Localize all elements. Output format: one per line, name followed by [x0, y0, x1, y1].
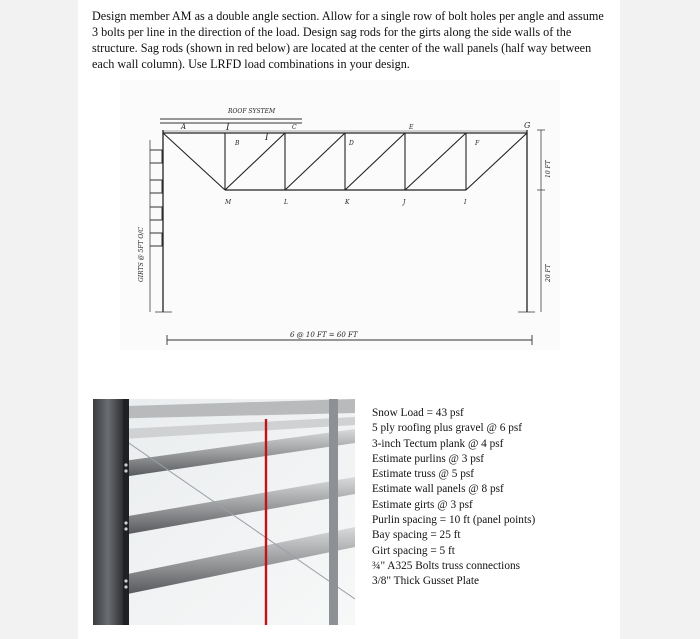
girts-label: GIRTS @ 5FT O/C [138, 227, 145, 282]
span-label: 6 @ 10 FT = 60 FT [290, 331, 358, 339]
near-column [93, 399, 123, 625]
load-item: 3-inch Tectum plank @ 4 psf [372, 437, 504, 450]
far-column [329, 399, 338, 625]
node-i: I [464, 199, 467, 206]
node-e: E [409, 124, 414, 131]
node-f: F [475, 140, 480, 147]
node-l: L [284, 199, 288, 206]
marker-i-1: I [226, 123, 230, 133]
node-m: M [225, 199, 232, 206]
node-j: J [403, 199, 406, 206]
load-item: Girt spacing = 5 ft [372, 544, 455, 557]
node-d: D [349, 140, 354, 147]
load-item: Estimate girts @ 3 psf [372, 498, 473, 511]
node-c: C [292, 124, 297, 131]
load-item: Bay spacing = 25 ft [372, 529, 461, 542]
loads-list [372, 406, 535, 590]
load-item: 5 ply roofing plus gravel @ 6 psf [372, 422, 523, 435]
node-k: K [345, 199, 350, 206]
load-item: Estimate wall panels @ 8 psf [372, 483, 504, 496]
roof-system-label: ROOF SYSTEM [228, 108, 276, 115]
load-item: Snow Load = 43 psf [372, 407, 464, 419]
sketch-background [120, 80, 560, 350]
load-item: Purlin spacing = 10 ft (panel points) [372, 514, 536, 527]
problem-statement: Design member AM as a double angle section. Allow for a single row of bolt holes per angle and assume 3 bolts per line in the direction of the load. Design sag rods for the girts along the side walls of the structure. Sag rods (shown in red below) are located at the center of the wall panels (half way between each wall column). Use LRFD load combinations in your design. [92, 9, 604, 71]
wall-framing-photo [93, 399, 355, 625]
node-g: G [524, 121, 531, 130]
near-column-flange [123, 399, 129, 625]
load-item: ¾" A325 Bolts truss connections [372, 559, 521, 572]
column-height-label: 20 FT [545, 264, 552, 282]
node-b: B [235, 140, 240, 147]
node-a: A [181, 123, 187, 131]
load-item: 3/8" Thick Gusset Plate [372, 575, 480, 588]
load-item: Estimate truss @ 5 psf [372, 468, 475, 481]
depth-label: 10 FT [545, 160, 552, 178]
load-item: Estimate purlins @ 3 psf [372, 452, 485, 465]
marker-i-2: I [265, 133, 269, 143]
